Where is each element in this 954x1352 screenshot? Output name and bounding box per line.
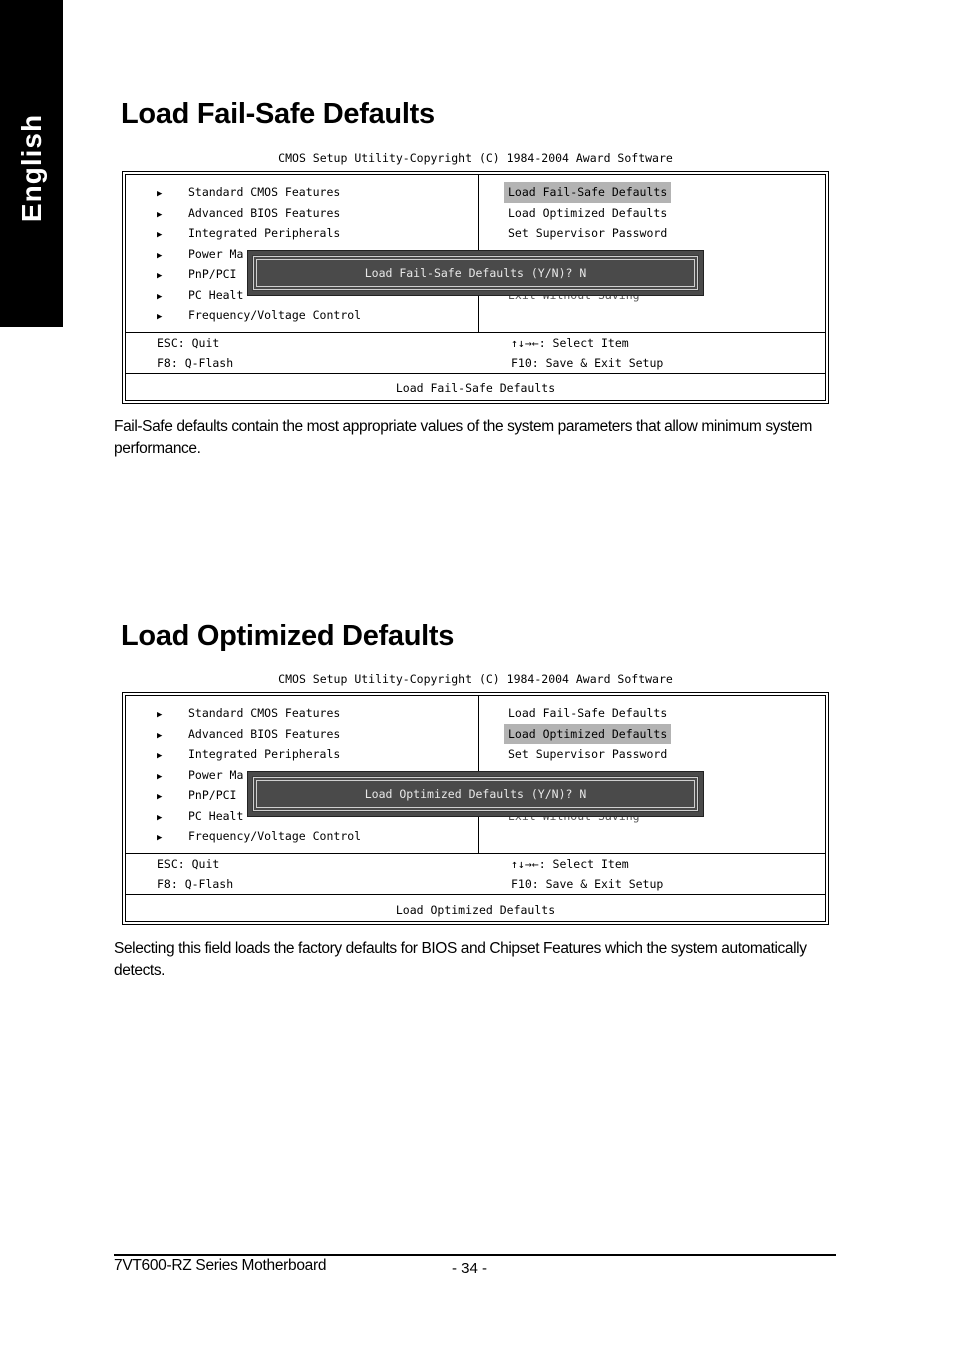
description-fail-safe: Fail-Safe defaults contain the most appropriate values of the system parameters that allow minimum system performance. [114,418,813,457]
triangle-right-icon: ▶ [157,792,163,802]
menu-item-standard-cmos[interactable]: ▶ Standard CMOS Features [157,703,361,724]
confirm-dialog-fail-safe[interactable] [247,250,704,296]
footer-rule [114,1254,836,1256]
menu-item-frequency-voltage[interactable]: ▶ Frequency/Voltage Control [157,305,361,326]
menu-item-power-management[interactable]: ▶ Power Ma [157,244,361,265]
menu-item-pnp-pci[interactable]: ▶ PnP/PCI [157,785,361,806]
bios-status-line: Load Optimized Defaults [395,903,556,917]
bios-copyright: CMOS Setup Utility-Copyright (C) 1984-2004 Award Software [278,672,673,686]
key-hint-f8: F8: Q-Flash [157,877,234,891]
section-title-optimized: Load Optimized Defaults [121,620,455,652]
menu-item-load-optimized[interactable]: Load Optimized Defaults [508,205,668,220]
menu-item-frequency-voltage[interactable]: ▶ Frequency/Voltage Control [157,826,361,847]
key-hint-arrows: ↑↓→←: Select Item [511,336,629,350]
key-hint-esc: ESC: Quit [157,336,220,350]
triangle-right-icon: ▶ [157,751,163,761]
bios-copyright: CMOS Setup Utility-Copyright (C) 1984-2004 Award Software [278,151,673,165]
triangle-right-icon: ▶ [157,812,163,823]
menu-item-standard-cmos[interactable]: ▶ Standard CMOS Features [157,182,361,203]
menu-item-power-management[interactable]: ▶ Power Ma [157,765,361,786]
menu-item-advanced-bios[interactable]: ▶ Advanced BIOS Features [157,724,361,745]
menu-item-integrated-peripherals[interactable]: ▶ Integrated Peripherals [157,744,361,765]
triangle-right-icon: ▶ [157,730,163,741]
footer-product: 7VT600-RZ Series Motherboard [114,1257,327,1274]
language-tab-label: English [16,113,47,223]
triangle-right-icon: ▶ [157,291,163,302]
triangle-right-icon: ▶ [157,209,163,220]
dialog-message: Load Optimized Defaults (Y/N)? N [364,787,587,801]
menu-item-pnp-pci[interactable]: ▶ PnP/PCI [157,264,361,285]
menu-item-pc-health[interactable]: ▶ PC Healt [157,806,361,827]
triangle-right-icon: ▶ [157,250,163,261]
triangle-right-icon: ▶ [157,710,163,720]
key-hint-f10: F10: Save & Exit Setup [511,356,664,370]
triangle-right-icon: ▶ [157,312,163,322]
language-tab [0,0,63,327]
menu-item-set-supervisor-password[interactable]: Set Supervisor Password [508,226,668,240]
key-hint-arrows: ↑↓→←: Select Item [511,857,629,871]
menu-item-load-optimized[interactable]: Load Optimized Defaults [504,724,671,745]
bios-status-line: Load Fail-Safe Defaults [395,381,556,395]
menu-item-pc-health[interactable]: ▶ PC Healt [157,285,361,306]
menu-item-load-fail-safe[interactable]: Load Fail-Safe Defaults [508,706,668,720]
menu-item-advanced-bios[interactable]: ▶ Advanced BIOS Features [157,203,361,224]
dialog-message: Load Fail-Safe Defaults (Y/N)? N [364,266,587,280]
menu-item-load-fail-safe[interactable]: Load Fail-Safe Defaults [504,182,671,203]
triangle-right-icon: ▶ [157,833,163,843]
triangle-right-icon: ▶ [157,230,163,240]
confirm-dialog-optimized[interactable] [247,771,704,817]
menu-item-integrated-peripherals[interactable]: ▶ Integrated Peripherals [157,223,361,244]
description-optimized: Selecting this field loads the factory defaults for BIOS and Chipset Features which the system automatically detects. [114,940,807,979]
footer-page-number: - 34 - [452,1260,488,1277]
key-hint-esc: ESC: Quit [157,857,220,871]
triangle-right-icon: ▶ [157,271,163,281]
section-title-fail-safe: Load Fail-Safe Defaults [121,98,435,130]
key-hint-f8: F8: Q-Flash [157,356,234,370]
triangle-right-icon: ▶ [157,771,163,782]
menu-item-set-supervisor-password[interactable]: Set Supervisor Password [508,747,668,761]
triangle-right-icon: ▶ [157,189,163,199]
key-hint-f10: F10: Save & Exit Setup [511,877,664,891]
